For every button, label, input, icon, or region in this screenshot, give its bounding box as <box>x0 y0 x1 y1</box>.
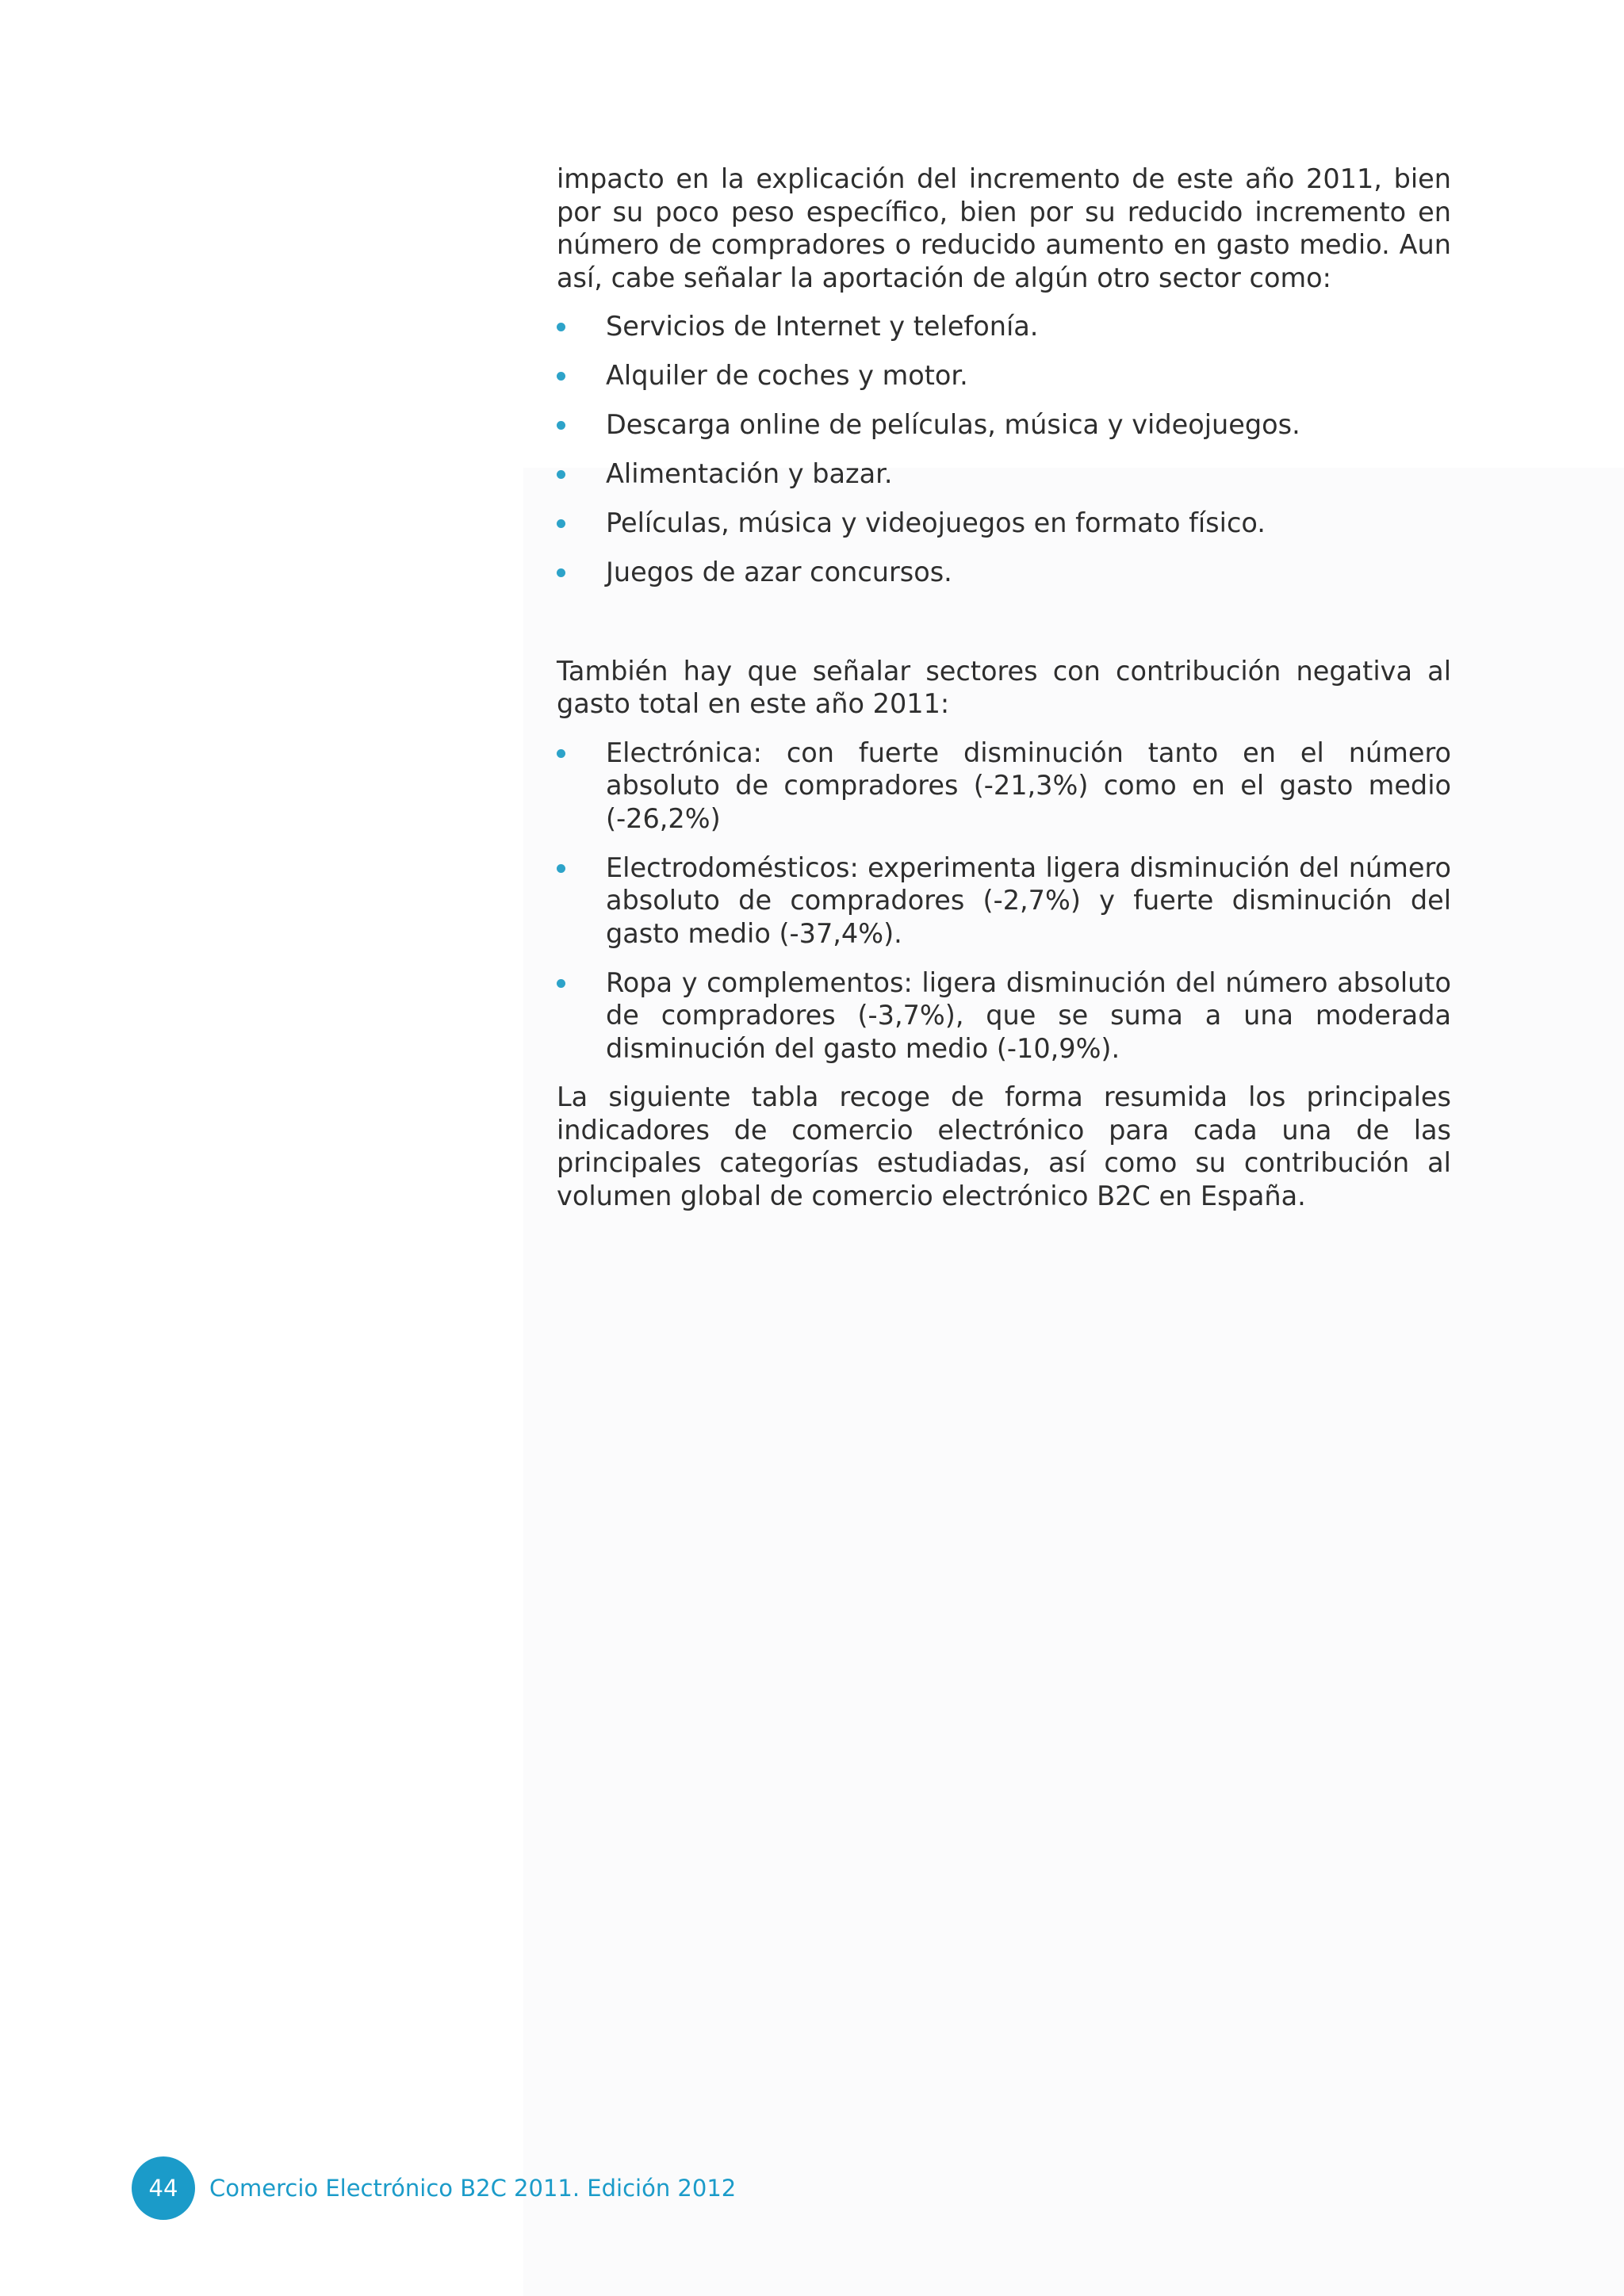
page-number-badge: 44 <box>132 2156 195 2220</box>
paragraph-spacer <box>557 1065 1451 1081</box>
list-item-text: Electrodomésticos: experimenta ligera disminución del número absoluto de compradores (-2,7%) y fuerte disminución del gasto medio (-37,4%). <box>606 851 1451 949</box>
list-item <box>557 966 1451 1066</box>
intro-paragraph: impacto en la explicación del incremento de este año 2011, bien por su poco peso específico, bien por su reducido incremento en número de compradores o reducido aumento en gasto medio. Aun así, cabe señalar la aportación de algún otro sector como: <box>557 163 1451 293</box>
bullet-icon <box>557 568 565 577</box>
footer-publication-title: Comercio Electrónico B2C 2011. Edición 2012 <box>209 2175 737 2202</box>
positive-sectors-list <box>557 310 1451 589</box>
list-item-text: Alimentación y bazar. <box>606 458 893 489</box>
list-item <box>557 359 1451 392</box>
list-item-text: Películas, música y videojuegos en formato físico. <box>606 507 1266 538</box>
list-item-text: Alquiler de coches y motor. <box>606 360 968 391</box>
list-item <box>557 310 1451 343</box>
bullet-icon <box>557 749 565 758</box>
list-item <box>557 457 1451 491</box>
list-item <box>557 408 1451 442</box>
list-item <box>557 851 1451 951</box>
list-item <box>557 737 1451 836</box>
list-item <box>557 507 1451 540</box>
list-item <box>557 556 1451 589</box>
negative-sectors-list <box>557 737 1451 1066</box>
closing-paragraph: La siguiente tabla recoge de forma resumida los principales indicadores de comercio electrónico para cada una de las principales categorías estudiadas, así como su contribución al volumen global de comercio electrónico B2C en España. <box>557 1081 1451 1211</box>
bullet-icon <box>557 979 565 988</box>
bullet-icon <box>557 864 565 873</box>
bullet-icon <box>557 323 565 331</box>
bullet-icon <box>557 421 565 430</box>
list-item-text: Servicios de Internet y telefonía. <box>606 311 1039 342</box>
list-item-text: Electrónica: con fuerte disminución tanto en el número absoluto de compradores (-21,3%) como en el gasto medio (-26,2%) <box>606 737 1451 834</box>
list-item-text: Juegos de azar concursos. <box>606 557 952 587</box>
bullet-icon <box>557 470 565 479</box>
list-item-text: Ropa y complementos: ligera disminución del número absoluto de compradores (-3,7%), que se suma a una moderada disminución del gasto medio (-10,9%). <box>606 966 1451 1064</box>
section-spacer <box>557 589 1451 655</box>
bullet-icon <box>557 372 565 381</box>
main-content <box>557 163 1451 1212</box>
list-item-text: Descarga online de películas, música y videojuegos. <box>606 409 1300 440</box>
negative-intro-paragraph: También hay que señalar sectores con contribución negativa al gasto total en este año 2011: <box>557 655 1451 719</box>
bullet-icon <box>557 519 565 528</box>
